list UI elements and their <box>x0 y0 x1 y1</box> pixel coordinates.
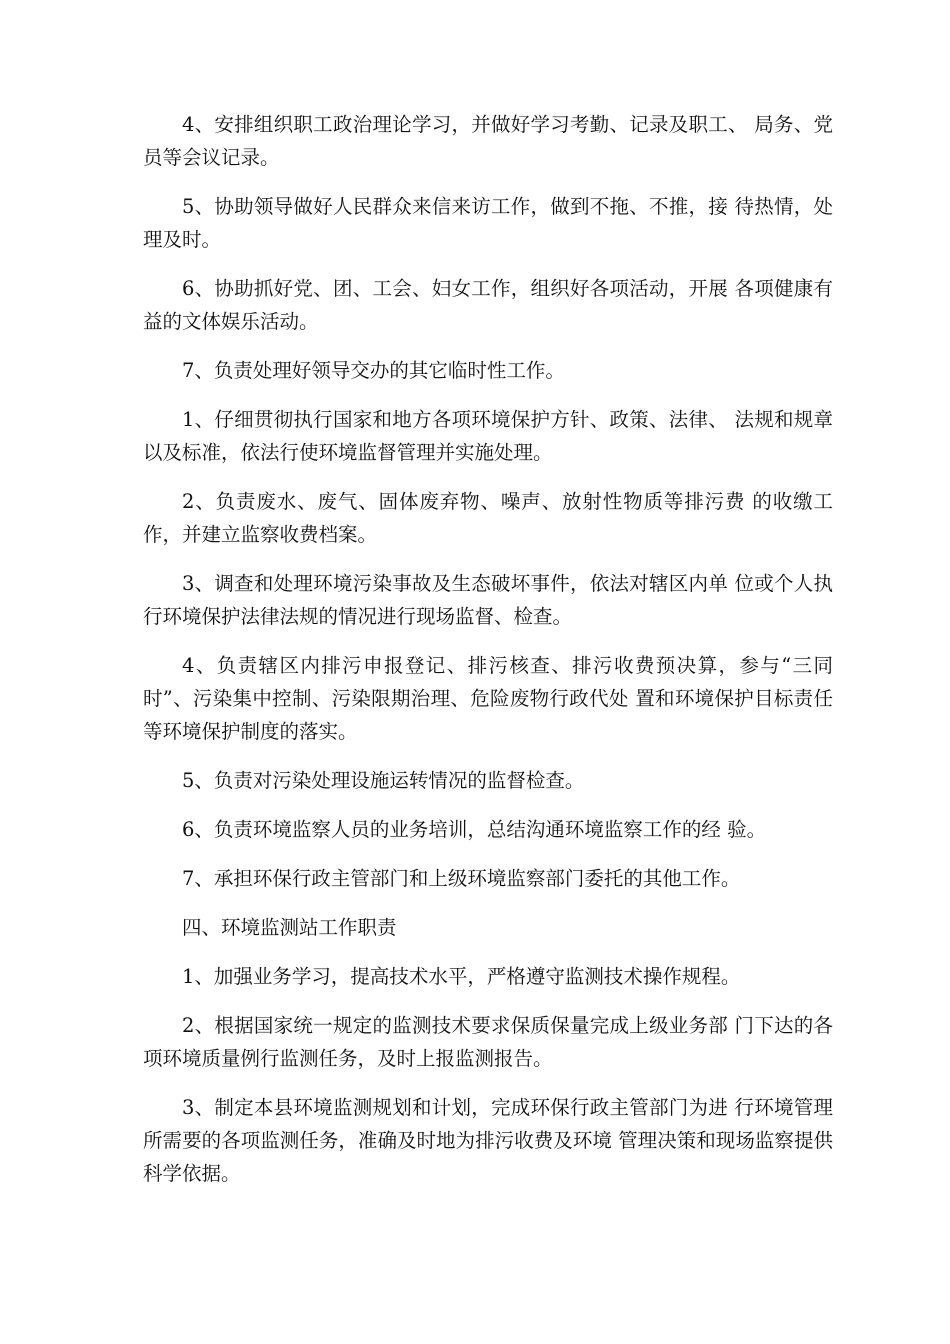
paragraph: 7、承担环保行政主管部门和上级环境监察部门委托的其他工作。 <box>182 867 741 890</box>
paragraph: 4、安排组织职工政治理论学习，并做好学习考勤、记录及职工、 局务、党员等会议记录。 <box>143 113 833 169</box>
paragraph: 4、负责辖区内排污申报登记、排污核查、排污收费预决算，参与“三同时”、污染集中控制、污染限期治理、危险废物行政代处 置和环境保护目标责任等环境保护制度的落实。 <box>143 654 833 743</box>
paragraph: 1、仔细贯彻执行国家和地方各项环境保护方针、政策、法律、 法规和规章以及标准，依法行使环境监督管理并实施处理。 <box>143 408 833 464</box>
document-body <box>143 108 833 1206</box>
paragraph: 1、加强业务学习，提高技术水平，严格遵守监测技术操作规程。 <box>182 965 741 988</box>
paragraph: 5、协助领导做好人民群众来信来访工作，做到不拖、不推，接 待热情，处理及时。 <box>143 195 833 251</box>
paragraph: 2、根据国家统一规定的监测技术要求保质保量完成上级业务部 门下达的各项环境质量例行监测任务，及时上报监测报告。 <box>143 1014 833 1070</box>
paragraph: 5、负责对污染处理设施运转情况的监督检查。 <box>182 769 585 792</box>
paragraph: 6、协助抓好党、团、工会、妇女工作，组织好各项活动，开展 各项健康有益的文体娱乐活动。 <box>143 277 833 333</box>
paragraph: 3、调查和处理环境污染事故及生态破坏事件，依法对辖区内单 位或个人执行环境保护法律法规的情况进行现场监督、检查。 <box>143 572 833 628</box>
paragraph: 2、负责废水、废气、固体废弃物、噪声、放射性物质等排污费 的收缴工作，并建立监察收费档案。 <box>143 490 833 546</box>
paragraph: 6、负责环境监察人员的业务培训，总结沟通环境监察工作的经 验。 <box>182 818 767 841</box>
paragraph: 7、负责处理好领导交办的其它临时性工作。 <box>182 359 565 382</box>
section-heading: 四、环境监测站工作职责 <box>182 916 397 939</box>
paragraph: 3、制定本县环境监测规划和计划，完成环保行政主管部门为进 行环境管理所需要的各项监测任务，准确及时地为排污收费及环境 管理决策和现场监察提供科学依据。 <box>143 1096 833 1185</box>
